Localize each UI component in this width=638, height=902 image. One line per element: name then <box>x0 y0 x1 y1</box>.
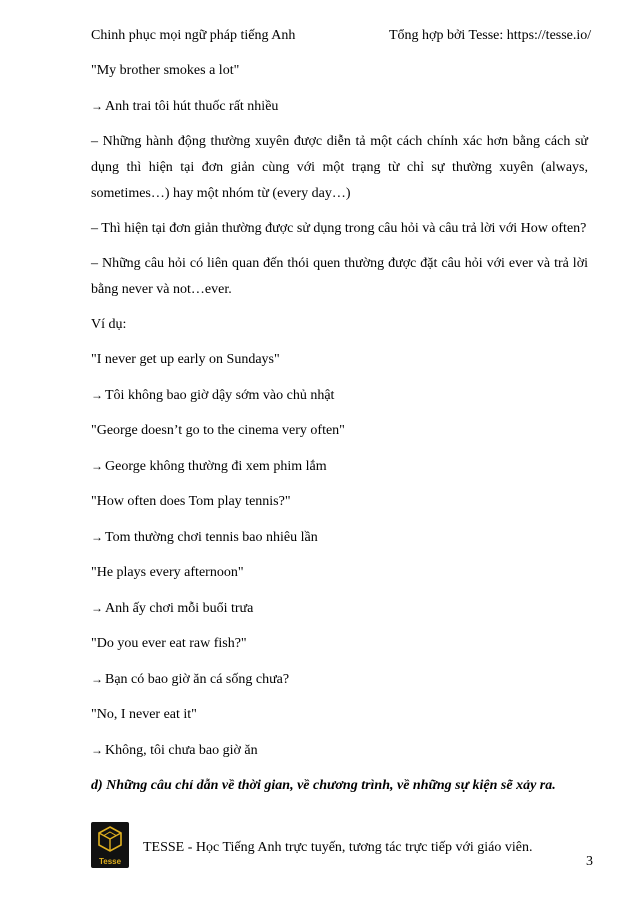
logo-label: Tesse <box>98 857 122 866</box>
section-heading: d) Những câu chỉ dẫn về thời gian, về chương trình, về những sự kiện sẽ xảy ra. <box>91 778 556 793</box>
arrow-icon: → <box>91 672 103 686</box>
example-sentence: "My brother smokes a lot" <box>91 63 240 78</box>
arrow-icon: → <box>91 530 103 544</box>
translation <box>91 666 588 693</box>
arrow-icon: → <box>91 99 103 113</box>
example-sentence: "No, I never eat it" <box>91 707 197 722</box>
translation-text: Tôi không bao giờ dậy sớm vào chủ nhật <box>105 388 335 403</box>
translation-text: Anh ấy chơi mỗi buổi trưa <box>105 601 254 616</box>
translation-text: Tom thường chơi tennis bao nhiêu lần <box>105 530 318 545</box>
translation <box>91 93 588 120</box>
paragraph: – Thì hiện tại đơn giản thường được sử dụng trong câu hỏi và câu trả lời với How often? <box>91 221 587 236</box>
page-number: 3 <box>586 854 593 869</box>
footer-tagline: TESSE - Học Tiếng Anh trực tuyến, tương tác trực tiếp với giáo viên. <box>143 840 533 855</box>
arrow-icon: → <box>91 743 103 757</box>
translation <box>91 382 588 409</box>
header-title: Chinh phục mọi ngữ pháp tiếng Anh <box>91 28 296 43</box>
translation <box>91 453 588 480</box>
translation <box>91 524 588 551</box>
cube-logo-icon <box>96 825 124 853</box>
paragraph: – Những câu hỏi có liên quan đến thói quen thường được đặt câu hỏi với ever và trả lời bằng never và not…ever. <box>91 256 588 297</box>
translation <box>91 737 588 764</box>
example-sentence: "I never get up early on Sundays" <box>91 352 280 367</box>
translation-text: Anh trai tôi hút thuốc rất nhiều <box>105 99 279 114</box>
example-sentence: "George doesn’t go to the cinema very often" <box>91 423 345 438</box>
translation-text: Không, tôi chưa bao giờ ăn <box>105 743 258 758</box>
example-sentence: "How often does Tom play tennis?" <box>91 494 291 509</box>
translation-text: Bạn có bao giờ ăn cá sống chưa? <box>105 672 290 687</box>
page-footer <box>91 822 591 872</box>
translation-text: George không thường đi xem phim lắm <box>105 459 327 474</box>
header-source: Tổng hợp bởi Tesse: https://tesse.io/ <box>389 28 592 43</box>
document-body <box>91 58 588 808</box>
tesse-logo <box>91 822 129 868</box>
arrow-icon: → <box>91 601 103 615</box>
arrow-icon: → <box>91 459 103 473</box>
example-sentence: "Do you ever eat raw fish?" <box>91 636 247 651</box>
example-sentence: "He plays every afternoon" <box>91 565 244 580</box>
arrow-icon: → <box>91 388 103 402</box>
paragraph: – Những hành động thường xuyên được diễn tả một cách chính xác hơn bằng cách sử dụng thì hiện tại đơn giản cùng với một trạng từ chỉ sự thường xuyên (always, sometimes…) hay một nhóm từ (every day…) <box>91 134 588 201</box>
translation <box>91 595 588 622</box>
example-label: Ví dụ: <box>91 317 127 332</box>
